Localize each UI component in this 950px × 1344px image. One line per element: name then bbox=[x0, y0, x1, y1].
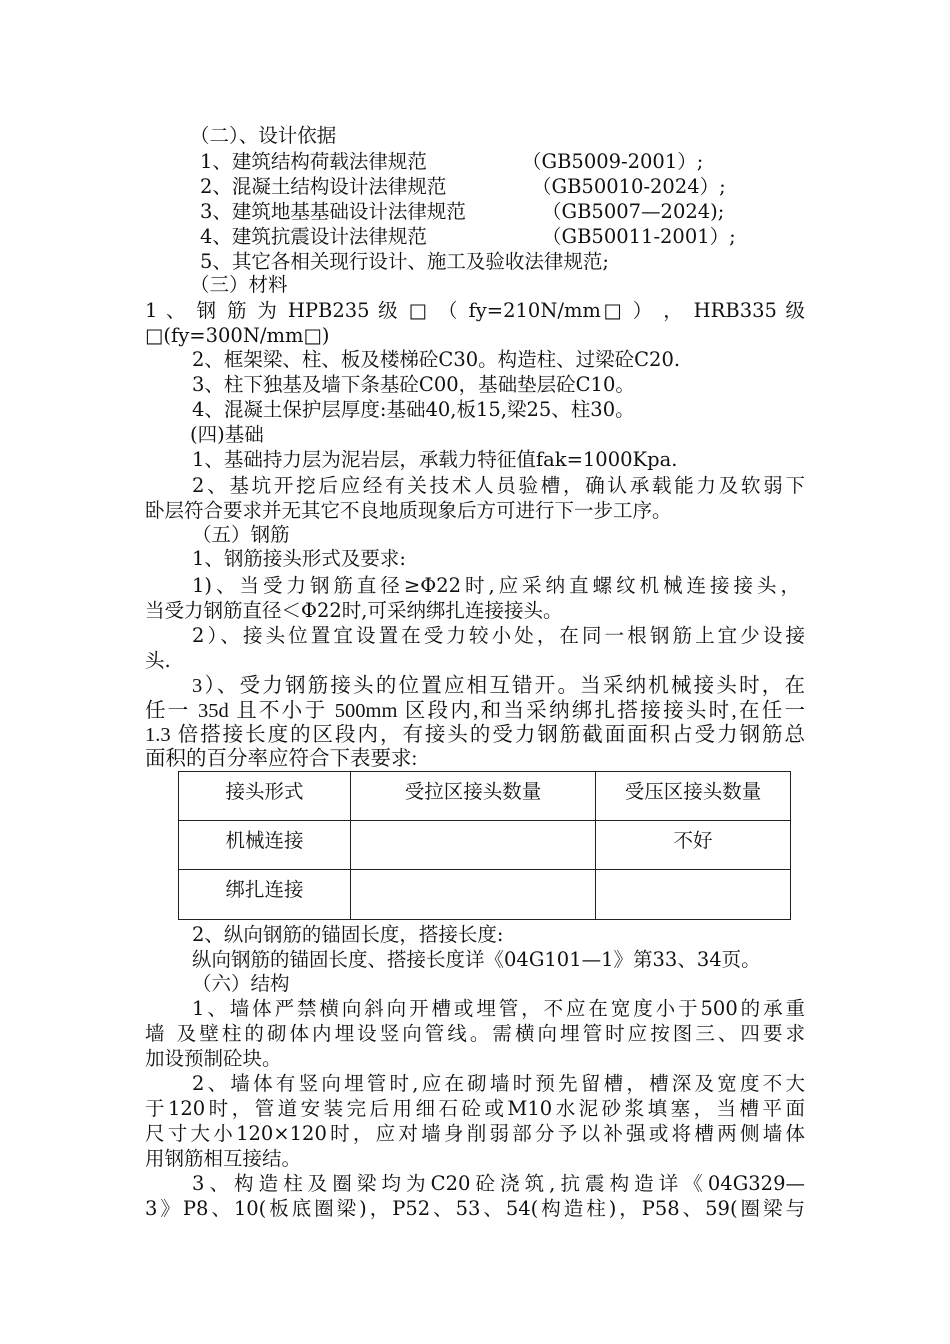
rebar-sub-3-line-1: 3）、受力钢筋接头的位置应相互错开。当采纳机械接头时，在 bbox=[192, 675, 805, 697]
table-header-cell: 受拉区接头数量 bbox=[351, 772, 596, 821]
structure-item-3-line-1: 3、构造柱及圈梁均为C20砼浇筑,抗震构造详《04G329— bbox=[192, 1172, 805, 1195]
rebar-sub-2-line-2: 头. bbox=[145, 649, 171, 672]
rebar-item-2: 2、纵向钢筋的锚固长度，搭接长度: bbox=[192, 923, 504, 946]
structure-item-2-line-2: 于120时，管道安装完后用细石砼或M10水泥砂浆填塞，当槽平面 bbox=[145, 1097, 805, 1120]
rebar-sub-2-line-1: 2）、接头位置宜设置在受力较小处，在同一根钢筋上宜少设接 bbox=[192, 624, 805, 647]
materials-rebar-line-1: 1 、 钢 筋 为 HPB235 级 □ （ fy=210N/mm□ ） ， HRB335 级 bbox=[145, 299, 805, 322]
design-basis-item-4-label: 4、建筑抗震设计法律规范 bbox=[200, 225, 427, 248]
section-heading-design-basis: （二）、设计依据 bbox=[190, 124, 337, 147]
structure-item-1-line-2: 墙 及壁柱的砌体内埋设竖向管线。需横向埋管时应按图三、四要求 bbox=[145, 1022, 805, 1045]
section-heading-foundation: (四)基础 bbox=[190, 423, 264, 446]
structure-item-3-line-2: 3》P8、10(板底圈梁)，P52、53、54(构造柱)，P58、59(圈梁与 bbox=[145, 1197, 805, 1220]
structure-item-1-line-1: 1、墙体严禁横向斜向开槽或埋管，不应在宽度小于500的承重 bbox=[192, 997, 805, 1020]
structure-item-2-line-4: 用钢筋相互接结。 bbox=[145, 1147, 302, 1170]
table-cell bbox=[351, 870, 596, 920]
structure-item-1-line-3: 加设预制砼块。 bbox=[145, 1047, 282, 1070]
table-row bbox=[179, 821, 791, 870]
rebar-item-1: 1、钢筋接头形式及要求: bbox=[192, 547, 406, 570]
section-heading-structure: （六）结构 bbox=[192, 972, 290, 995]
table-row bbox=[179, 870, 791, 920]
materials-item-4: 4、混凝土保护层厚度:基础40,板15,梁25、柱30。 bbox=[192, 398, 635, 421]
rebar-sub-3-line-3: 1.3 倍搭接长度的区段内，有接头的受力钢筋截面面积占受力钢筋总 bbox=[145, 724, 805, 746]
foundation-item-2-line-2: 卧层符合要求并无其它不良地质现象后方可进行下一步工序。 bbox=[145, 499, 672, 522]
table-header-cell: 受压区接头数量 bbox=[596, 772, 791, 821]
design-basis-item-3-code: （GB5007—2024); bbox=[542, 200, 725, 223]
table-cell: 不好 bbox=[596, 821, 791, 870]
foundation-item-2-line-1: 2、基坑开挖后应经有关技术人员验槽，确认承载能力及软弱下 bbox=[192, 474, 805, 497]
section-heading-rebar: （五）钢筋 bbox=[192, 523, 290, 546]
rebar-sub-1-line-1: 1)、当受力钢筋直径≥Φ22时,应采纳直螺纹机械连接接头， bbox=[192, 574, 800, 597]
rebar-item-2-detail: 纵向钢筋的锚固长度、搭接长度详《04G101—1》第33、34页。 bbox=[192, 948, 761, 971]
section-heading-materials: （三）材料 bbox=[190, 273, 288, 296]
design-basis-item-5: 5、其它各相关现行设计、施工及验收法律规范; bbox=[200, 250, 609, 273]
design-basis-item-2-code: （GB50010-2024）; bbox=[532, 175, 726, 198]
materials-item-2: 2、框架梁、柱、板及楼梯砼C30。构造柱、过梁砼C20. bbox=[192, 348, 681, 371]
materials-rebar-line-2: □(fy=300N/mm□) bbox=[145, 324, 330, 347]
design-basis-item-1-label: 1、建筑结构荷载法律规范 bbox=[200, 150, 427, 173]
table-header-cell: 接头形式 bbox=[179, 772, 351, 821]
rebar-sub-3-line-4: 面积的百分率应符合下表要求: bbox=[145, 748, 418, 770]
design-basis-item-2-label: 2、混凝土结构设计法律规范 bbox=[200, 175, 447, 198]
table-cell: 绑扎连接 bbox=[179, 870, 351, 920]
design-basis-item-1-code: （GB5009-2001）; bbox=[522, 150, 704, 173]
table-header-row bbox=[179, 772, 791, 821]
rebar-sub-1-line-2: 当受力钢筋直径＜Φ22时,可采纳绑扎连接接头。 bbox=[145, 599, 563, 622]
structure-item-2-line-1: 2、墙体有竖向埋管时,应在砌墙时预先留槽，槽深及宽度不大 bbox=[192, 1072, 805, 1095]
table-cell: 机械连接 bbox=[179, 821, 351, 870]
design-basis-item-4-code: （GB50011-2001）; bbox=[542, 225, 736, 248]
splice-ratio-table bbox=[178, 771, 791, 920]
foundation-item-1: 1、基础持力层为泥岩层，承载力特征值fak=1000Kpa. bbox=[192, 448, 678, 471]
rebar-sub-3-line-2: 任一 35d 且不小于 500mm 区段内,和当采纳绑扎搭接接头时,在任一 bbox=[145, 700, 805, 722]
table-cell bbox=[596, 870, 791, 920]
table-cell bbox=[351, 821, 596, 870]
materials-item-3: 3、柱下独基及墙下条基砼C00，基础垫层砼C10。 bbox=[192, 373, 635, 396]
design-basis-item-3-label: 3、建筑地基基础设计法律规范 bbox=[200, 200, 466, 223]
structure-item-2-line-3: 尺寸大小120×120时，应对墙身削弱部分予以补强或将槽两侧墙体 bbox=[145, 1122, 805, 1145]
